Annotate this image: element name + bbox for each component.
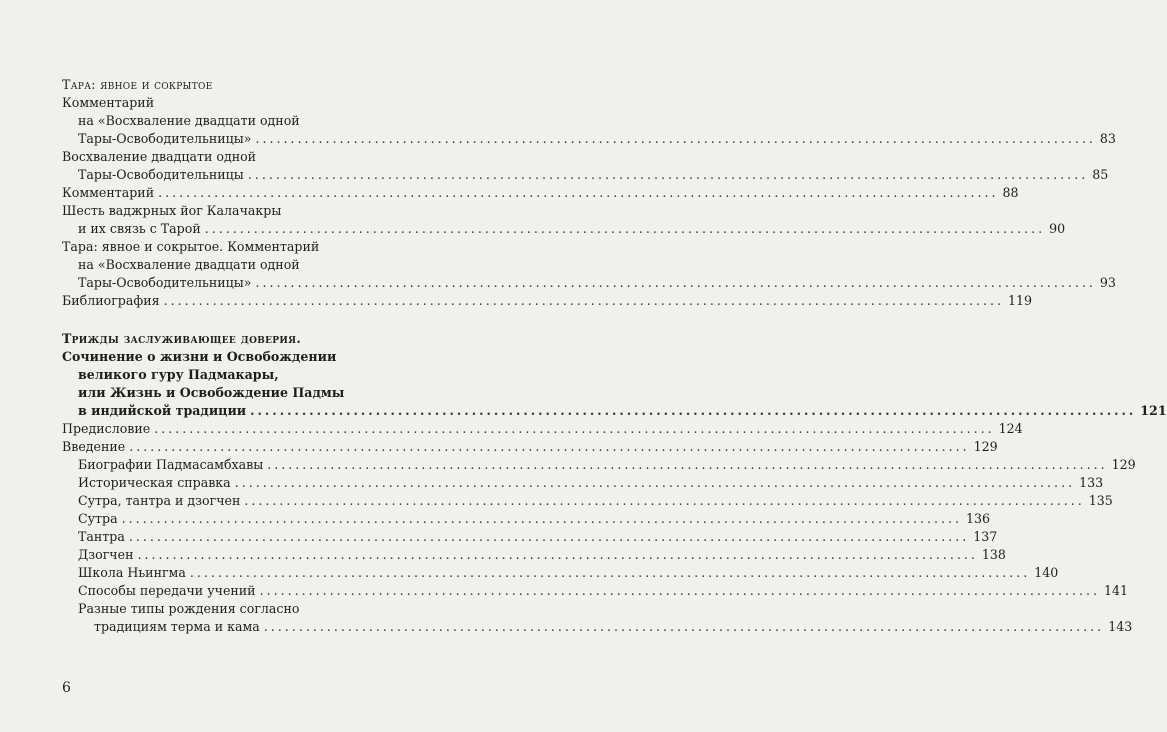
toc-entry-title: на «Восхваление двадцати одной [78,113,300,128]
toc-line [62,492,1113,510]
toc-entry-title: Тары-Освободительницы [78,167,244,182]
toc-line [62,402,1167,420]
toc-entry-page: 121 [1140,403,1167,418]
toc-line [62,528,998,546]
toc-entry-page: 85 [1092,167,1109,182]
toc-line [62,618,1133,636]
toc-line [62,420,1023,438]
dot-leader: ........................................................................................................................ [255,275,1096,290]
toc-entry-title: Комментарий [62,95,155,110]
dot-leader: ........................................................................................................................ [267,457,1108,472]
dot-leader: ........................................................................................................................ [255,131,1096,146]
dot-leader: ........................................................................................................................ [259,583,1100,598]
dot-leader: ........................................................................................................................ [247,167,1089,182]
toc-entry-page: 129 [973,439,998,454]
toc-entry-title: или Жизнь и Освобождение Падмы [78,385,345,400]
toc-entry-page: 135 [1088,493,1113,508]
dot-leader: ........................................................................................................................ [250,403,1137,418]
toc-line [62,348,412,366]
toc-entry-page: 143 [1108,619,1133,634]
dot-leader: ........................................................................................................................ [158,185,999,200]
table-of-contents [62,76,1167,636]
toc-line [62,130,1116,148]
toc-line [62,546,1006,564]
dot-leader: ........................................................................................................................ [263,619,1105,634]
toc-entry-title: Разные типы рождения согласно [78,601,300,616]
page-number: 6 [62,680,71,696]
toc-entry-title: на «Восхваление двадцати одной [78,257,300,272]
toc-entry-page: 136 [965,511,991,526]
toc-entry-title: Биографии Падмасамбхавы [78,457,264,472]
dot-leader: ........................................................................................................................ [129,439,970,454]
toc-entry-page: 133 [1079,475,1104,490]
toc-entry-title: Введение [62,439,126,454]
toc-entry-page: 138 [981,547,1006,562]
dot-leader: ........................................................................................................................ [244,493,1085,508]
toc-entry-page: 129 [1111,457,1136,472]
toc-entry-title: Тантра [78,529,125,544]
toc-line [62,384,412,402]
toc-entry-title: Шесть ваджрных йог Калачакры [62,203,282,218]
toc-entry-title: великого гуру Падмакары, [78,367,279,382]
toc-line [62,220,1066,238]
toc-line [62,256,412,274]
toc-line [62,76,412,94]
toc-line [62,94,412,112]
toc-entry-title: традициям терма и кама [94,619,260,634]
toc-line [62,166,1109,184]
toc-line [62,366,412,384]
toc-entry-title: Дзогчен [78,547,134,562]
dot-leader: ........................................................................................................................ [204,221,1046,236]
dot-leader: ........................................................................................................................ [189,565,1031,580]
toc-entry-page: 88 [1002,185,1019,200]
toc-line [62,202,412,220]
toc-entry-title: Предисловие [62,421,151,436]
toc-line [62,184,1019,202]
toc-entry-title: Тара: явное и сокрытое [62,77,213,92]
toc-line [62,600,412,618]
toc-line [62,330,412,348]
dot-leader: ........................................................................................................................ [121,511,962,526]
toc-entry-page: 93 [1099,275,1116,290]
toc-entry-title: Тары-Освободительницы» [78,131,252,146]
toc-entry-title: Школа Ньингма [78,565,186,580]
toc-entry-title: Тара: явное и сокрытое. Комментарий [62,239,320,254]
toc-entry-title: Сочинение о жизни и Освобождении [62,349,337,364]
toc-line [62,292,1033,310]
dot-leader: ........................................................................................................................ [154,421,995,436]
toc-entry-title: Сутра, тантра и дзогчен [78,493,241,508]
toc-line [62,438,998,456]
toc-entry-title: Трижды заслуживающее доверия. [62,331,302,346]
dot-leader: ........................................................................................................................ [137,547,978,562]
toc-line [62,474,1104,492]
dot-leader: ........................................................................................................................ [128,529,970,544]
toc-entry-title: Библиография [62,293,160,308]
toc-entry-title: и их связь с Тарой [78,221,201,236]
toc-entry-page: 141 [1103,583,1129,598]
toc-entry-page: 124 [998,421,1023,436]
toc-entry-title: Восхваление двадцати одной [62,149,257,164]
toc-line [62,582,1129,600]
toc-entry-title: Тары-Освободительницы» [78,275,252,290]
dot-leader: ........................................................................................................................ [163,293,1004,308]
toc-entry-page: 90 [1049,221,1066,236]
section-gap [62,310,412,330]
toc-entry-title: Историческая справка [78,475,231,490]
toc-line [62,564,1059,582]
toc-entry-page: 83 [1099,131,1116,146]
toc-entry-page: 137 [973,529,998,544]
toc-line [62,274,1116,292]
toc-line [62,456,1136,474]
toc-line [62,510,991,528]
toc-line [62,148,412,166]
toc-entry-title: Комментарий [62,185,155,200]
toc-entry-title: Сутра [78,511,118,526]
dot-leader: ........................................................................................................................ [234,475,1076,490]
toc-entry-page: 140 [1034,565,1059,580]
toc-line [62,238,412,256]
toc-line [62,112,412,130]
toc-entry-page: 119 [1007,293,1033,308]
toc-entry-title: в индийской традиции [78,403,247,418]
toc-entry-title: Способы передачи учений [78,583,256,598]
